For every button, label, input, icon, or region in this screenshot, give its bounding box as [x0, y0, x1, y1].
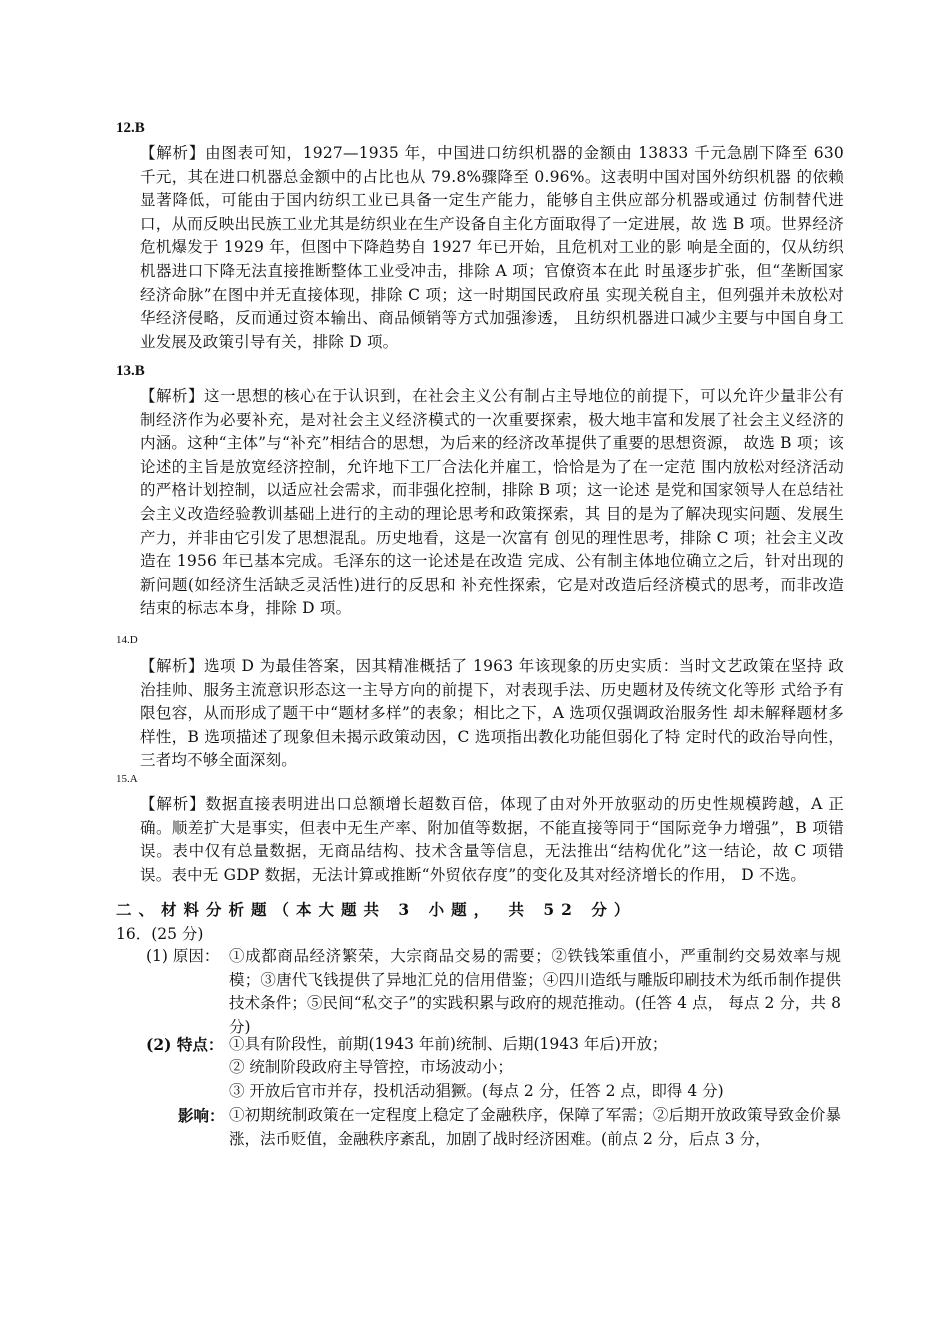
question-13-number: 13.B: [116, 363, 145, 379]
part2-line: ①具有阶段性，前期(1943 年前)统制、后期(1943 年后)开放；: [229, 1035, 668, 1053]
question-12-analysis: 【解析】由图表可知，1927—1935 年，中国进口纺织机器的金额由 13833 千元急剧下降至 630 千元，其在进口机器总金额中的占比也从 79.8%骤降至 0.96%。这表明中国对国外纺织机器 的依赖显著降低，可能由于国内纺织工业已具备一定生产能力，能够自主供应部分机器或通过 仿制替代进口，从而反映出民族工业尤其是纺织业在生产设备自主化方面取得了一定进展，故 选 B 项。世界经济危机爆发于 1929 年，但图中下降趋势自 1927 年已开始，且危机对工业的影 响是全面的，仅从纺织机器进口下降无法直接推断整体工业受冲击，排除 A 项；官僚资本在此 时虽逐步扩张，但“垄断国家经济命脉”在图中并无直接体现，排除 C 项；这一时期国民政府虽 实现关税自主，但列强并未放松对华经济侵略，反而通过资本输出、商品倾销等方式加强渗透， 且纺织机器进口减少主要与中国自身工业发展及政策引导有关，排除 D 项。: [140, 144, 844, 351]
question-14-analysis: 【解析】选项 D 为最佳答案，因其精准概括了 1963 年该现象的历史实质：当时文艺政策在坚持 政治挂帅、服务主流意识形态这一主导方向的前提下，对表现手法、历史题材及传统文化等形 式给予有限包容，从而形成了题干中“题材多样”的表象；相比之下，A 选项仅强调政治服务性 却未解释题材多样性，B 选项描述了现象但未揭示政策动因，C 选项指出教化功能但弱化了特 定时代的政治导向性，三者均不够全面深刻。: [140, 657, 844, 770]
part3-text: ①初期统制政策在一定程度上稳定了金融秩序，保障了军需；②后期开放政策导致金价暴涨，法币贬值，金融秩序紊乱，加剧了战时经济困难。(前点 2 分，后点 3 分，: [229, 1106, 841, 1148]
section-title: 二、材料分析题（本大题共 3 小题， 共 52 分）: [116, 900, 637, 919]
question-15-analysis: 【解析】数据直接表明进出口总额增长超数百倍，体现了由对外开放驱动的历史性规模跨越，A 正确。顺差扩大是事实，但表中无生产率、附加值等数据，不能直接等同于“国际竞争力增强”，B 项错误。表中仅有总量数据，无商品结构、技术含量等信息，无法推出“结构优化”这一结论，故 C 项错误。表中无 GDP 数据，无法计算或推断“外贸依存度”的变化及其对经济增长的作用， D 不选。: [140, 795, 844, 884]
part2-line: ② 统制阶段政府主导管控，市场波动小；: [229, 1058, 513, 1076]
part1-text: ①成都商品经济繁荣，大宗商品交易的需要；②铁钱笨重值小，严重制约交易效率与规模；③唐代飞钱提供了异地汇兑的信用借鉴；④四川造纸与雕版印刷技术为纸币制作提供技术条件；⑤民间“私交子”的实践积累与政府的规范推动。(任答 4 点， 每点 2 分，共 8 分): [229, 947, 841, 1036]
part2-line: ③ 开放后官市并存，投机活动猖獗。(每点 2 分，任答 2 点，即得 4 分): [229, 1082, 724, 1100]
question-13-analysis: 【解析】这一思想的核心在于认识到，在社会主义公有制占主导地位的前提下，可以允许少量非公有制经济作为必要补充，是对社会主义经济模式的一次重要探索，极大地丰富和发展了社会主义经济的内涵。这种“主体”与“补充”相结合的思想，为后来的经济改革提供了重要的思想资源， 故选 B 项；该论述的主旨是放宽经济控制，允许地下工厂合法化并雇工，恰恰是为了在一定范 围内放松对经济活动的严格计划控制，以适应社会需求，而非强化控制，排除 B 项；这一论述 是党和国家领导人在总结社会主义改造经验教训基础上进行的主动的理论思考和政策探索，其 目的是为了解决现实问题、发展生产力，并非由它引发了思想混乱。历史地看，这是一次富有 创见的理性思考，排除 C 项；社会主义改造在 1956 年已基本完成。毛泽东的这一论述是在改造 完成、公有制主体地位确立之后，针对出现的新问题(如经济生活缺乏灵活性)进行的反思和 补充性探索，它是对改造后经济模式的思考，而非改造结束的标志本身，排除 D 项。: [140, 387, 844, 618]
part2-label: (2) 特点：: [146, 1035, 224, 1054]
question-14-number: 14.D: [116, 634, 138, 646]
part1-label: (1) 原因：: [146, 947, 220, 965]
part3-label: 影响：: [178, 1106, 225, 1125]
question-16-number: 16．(25 分): [116, 925, 204, 943]
question-12-number: 12.B: [116, 120, 145, 136]
question-15-number: 15.A: [116, 773, 138, 785]
